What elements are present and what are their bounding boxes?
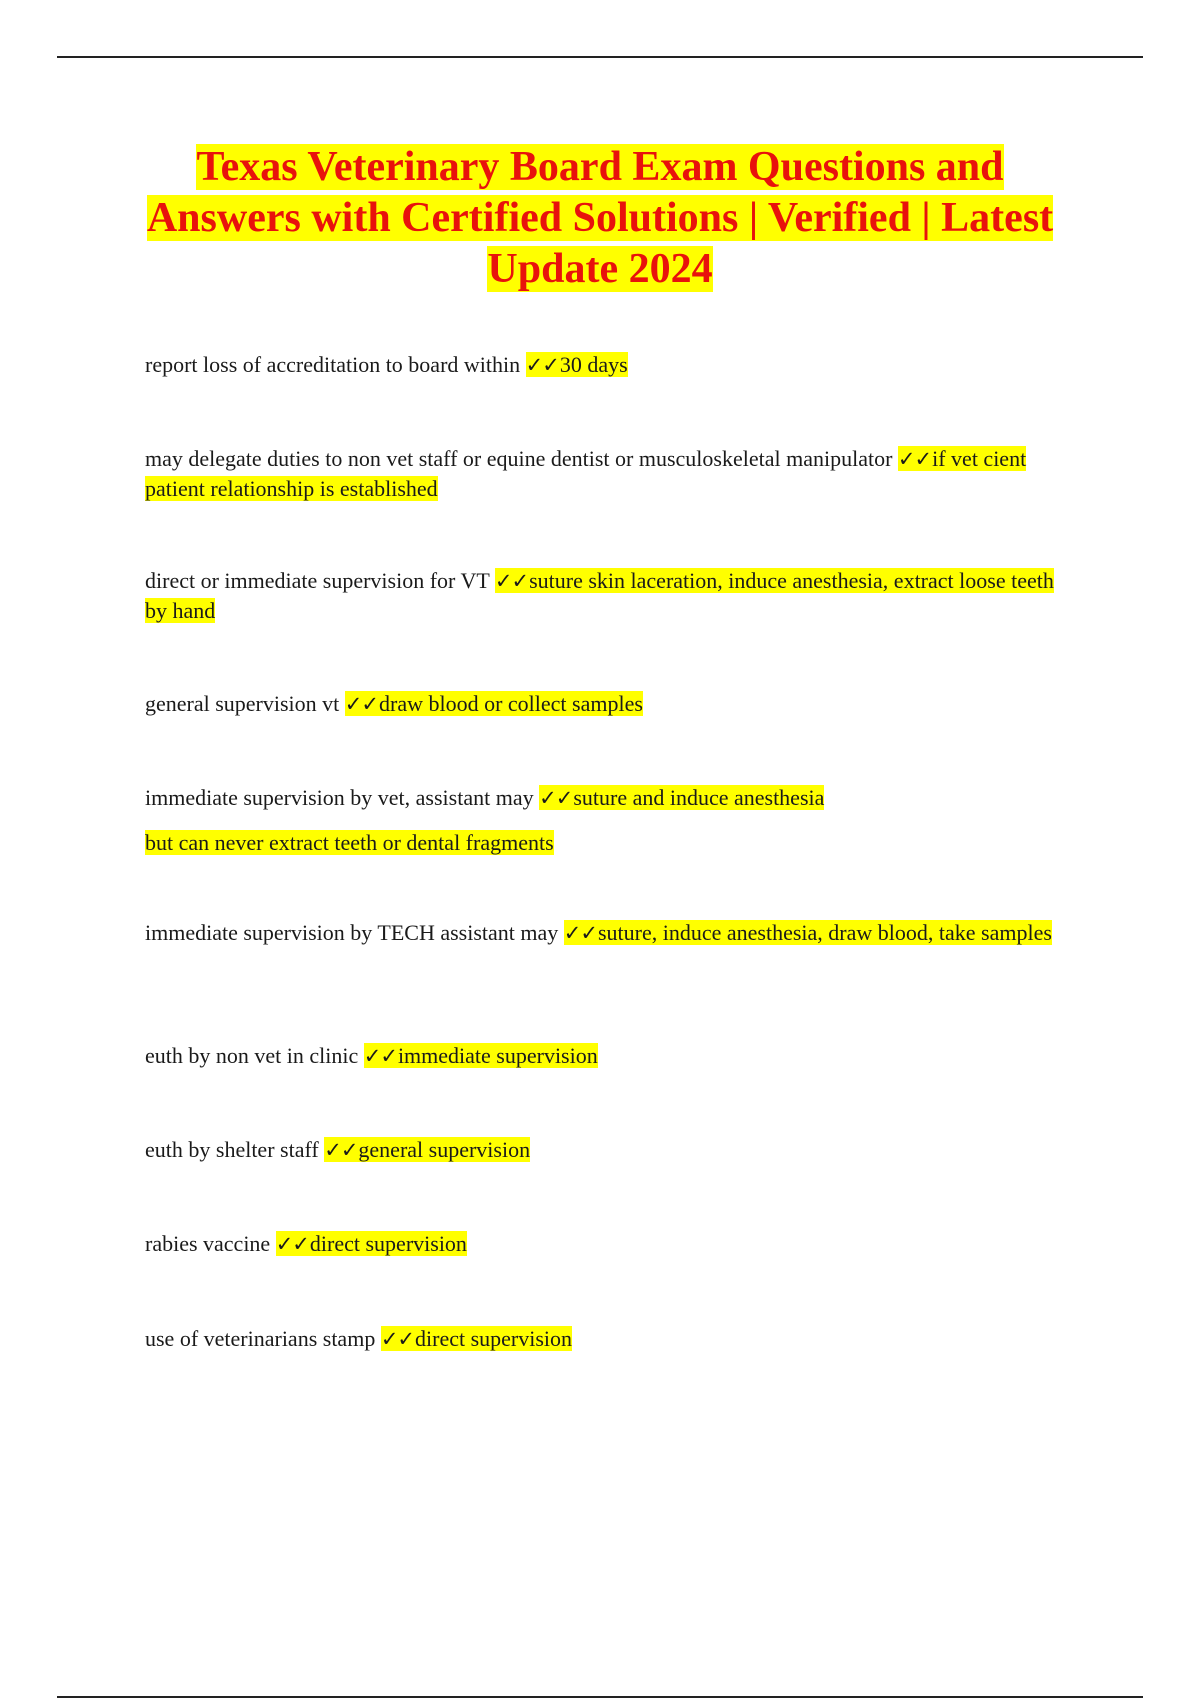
qa-item (145, 566, 1080, 625)
answer-extra-text: but can never extract teeth or dental fragments (145, 830, 554, 855)
double-check-icon: ✓✓ (494, 569, 529, 593)
double-check-icon: ✓✓ (363, 1044, 397, 1068)
double-check-icon: ✓✓ (275, 1232, 309, 1256)
question-text: direct or immediate supervision for VT (145, 568, 490, 593)
answer-highlight (539, 785, 824, 810)
qa-item (145, 350, 1080, 380)
answer-text: suture skin laceration, induce anesthesia, extract loose teeth by hand (145, 568, 1054, 623)
document-title (120, 142, 1080, 295)
answer-text: general supervision (358, 1137, 531, 1162)
answer-text: direct supervision (309, 1231, 467, 1256)
answer-highlight (345, 691, 643, 716)
question-text: immediate supervision by vet, assistant may (145, 785, 534, 810)
question-text: rabies vaccine (145, 1231, 271, 1256)
question-text: general supervision vt (145, 691, 340, 716)
qa-item (145, 918, 1080, 948)
double-check-icon: ✓✓ (380, 1327, 415, 1351)
qa-item (145, 1324, 1080, 1354)
answer-highlight (381, 1326, 572, 1351)
answer-text: suture, induce anesthesia, draw blood, take samples (597, 920, 1052, 945)
question-text: euth by shelter staff (145, 1137, 319, 1162)
footer-rule (57, 1696, 1143, 1698)
double-check-icon: ✓✓ (563, 921, 597, 945)
answer-text: 30 days (559, 352, 628, 377)
qa-item (145, 1229, 1080, 1259)
qa-item (145, 1135, 1080, 1165)
question-text: use of veterinarians stamp (145, 1326, 376, 1351)
qa-item (145, 444, 1080, 503)
double-check-icon: ✓✓ (324, 1138, 358, 1162)
answer-continuation (145, 828, 1080, 857)
double-check-icon: ✓✓ (344, 692, 378, 716)
double-check-icon: ✓✓ (539, 786, 573, 810)
qa-item (145, 1041, 1080, 1071)
question-text: immediate supervision by TECH assistant may (145, 920, 559, 945)
answer-text: suture and induce anesthesia (573, 785, 825, 810)
qa-item (145, 783, 1080, 857)
answer-highlight (276, 1231, 467, 1256)
question-text: euth by non vet in clinic (145, 1043, 359, 1068)
header-rule (57, 56, 1143, 58)
question-text: report loss of accreditation to board within (145, 352, 521, 377)
answer-text: if vet cient patient relationship is established (145, 446, 1027, 501)
double-check-icon: ✓✓ (525, 353, 559, 377)
answer-highlight (526, 352, 628, 377)
answer-text: direct supervision (415, 1326, 573, 1351)
double-check-icon: ✓✓ (897, 447, 932, 471)
qa-item (145, 689, 1080, 719)
answer-text: draw blood or collect samples (379, 691, 643, 716)
document-title-text: Texas Veterinary Board Exam Questions and Answers with Certified Solutions | Verified | Latest Update 2024 (146, 144, 1054, 292)
answer-highlight (324, 1137, 530, 1162)
question-text: may delegate duties to non vet staff or equine dentist or musculoskeletal manipulator (145, 446, 893, 471)
answer-text: immediate supervision (397, 1043, 598, 1068)
answer-highlight (564, 920, 1052, 945)
answer-highlight (364, 1043, 598, 1068)
